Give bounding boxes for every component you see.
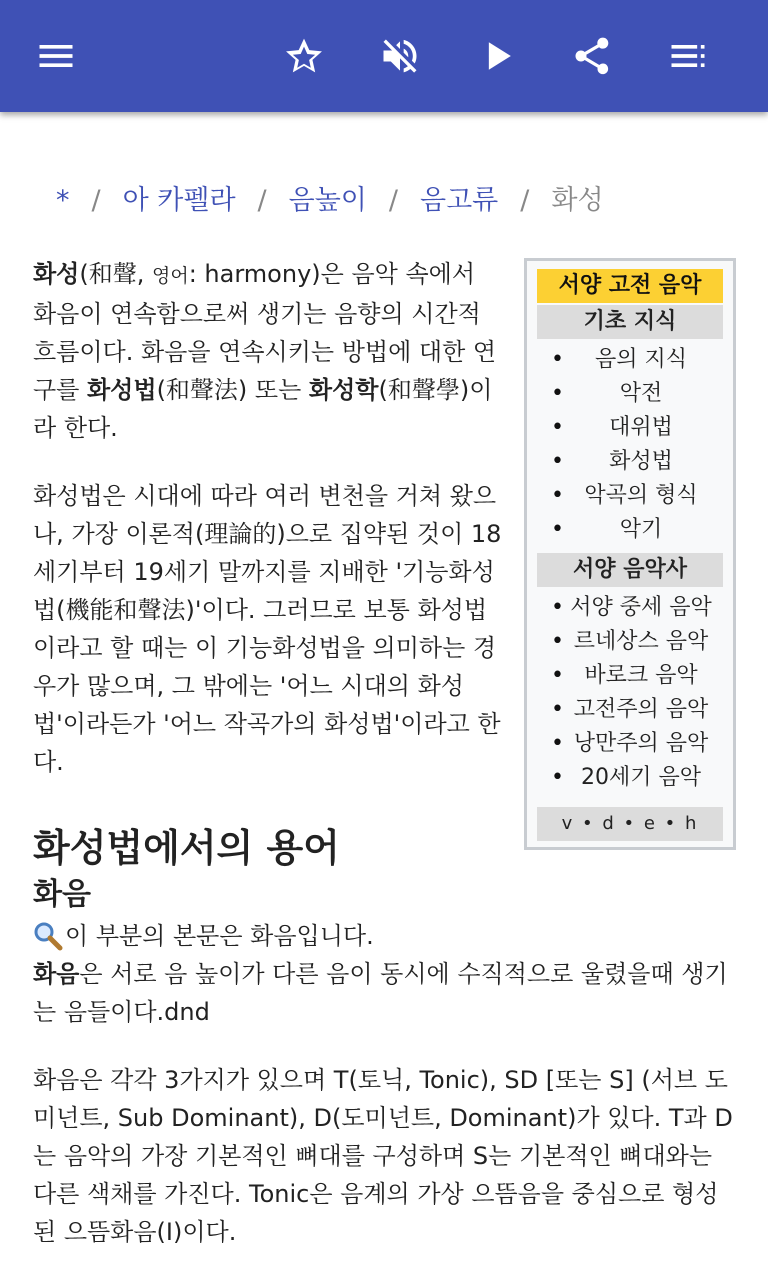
infobox-link[interactable]: • 20세기 음악 (537, 761, 723, 795)
main-article-note (33, 917, 738, 955)
infobox-link[interactable]: • 화성법 (537, 445, 723, 479)
breadcrumb-item-a-cappella[interactable]: 아 카펠라 (122, 185, 236, 216)
breadcrumb-current: 화성 (551, 185, 604, 216)
infobox-link[interactable]: • 악곡의 형식 (537, 479, 723, 513)
play-button[interactable] (470, 28, 526, 84)
menu-icon (34, 34, 78, 78)
infobox-link[interactable]: • 대위법 (537, 411, 723, 445)
breadcrumb (56, 178, 604, 217)
intro-text-2: (和聲法) 또는 (156, 376, 309, 404)
infobox-link[interactable]: • 고전주의 음악 (537, 693, 723, 727)
infobox-section-basics: 기초 지식 (537, 305, 723, 339)
intro-term-3: 화성학 (308, 376, 379, 404)
subsection-heading: 화음 (33, 877, 91, 912)
infobox-link[interactable]: • 서양 중세 음악 (537, 591, 723, 625)
breadcrumb-separator: / (91, 185, 101, 216)
favorite-button[interactable] (276, 28, 332, 84)
play-icon (476, 34, 520, 78)
breadcrumb-item-root[interactable]: * (56, 185, 70, 216)
intro-hanja: (和聲, (79, 260, 152, 288)
breadcrumb-item-pitch[interactable]: 음높이 (288, 185, 367, 216)
intro-term: 화성 (33, 260, 80, 288)
article-content (33, 255, 738, 1251)
chord-term: 화음 (33, 960, 80, 988)
infobox-link[interactable]: • 르네상스 음악 (537, 625, 723, 659)
breadcrumb-item-pitch-class[interactable]: 음고류 (420, 185, 499, 216)
intro-paragraph (33, 255, 503, 447)
infobox-section-history: 서양 음악사 (537, 553, 723, 587)
app-toolbar (0, 0, 768, 112)
chord-types-paragraph: 화음은 각각 3가지가 있으며 T(토닉, Tonic), SD [또는 S] (서브 도미넌트, Sub Dominant), D(도미넌트, Dominant)가 있다. T과 D는 음악의 가장 기본적인 뼈대를 구성하며 S는 기본적인 뼈대와는 다른 색채를 가진다. Tonic은 음계의 가상 으뜸음을 중심으로 형성된 으뜸화음(I)이다. (33, 1066, 733, 1246)
history-paragraph: 화성법은 시대에 따라 여러 변천을 거쳐 왔으나, 가장 이론적(理論的)으로 집약된 것이 18세기부터 19세기 말까지를 지배한 '기능화성법(機能和聲法)'이다. 그러므로 보통 화성법이라고 할 때는 이 기능화성법을 의미하는 경우가 많으며, 그 밖에는 '어느 시대의 화성법'이라든가 '어느 작곡가의 화성법'이라고 한다. (33, 482, 502, 776)
infobox-navbar[interactable]: v • d • e • h (537, 807, 723, 841)
section-heading: 화성법에서의 용어 (33, 826, 340, 870)
intro-text-1: : harmony)은 음악 속에서 화음이 연속함으로써 생기는 음향의 시간적 흐름이다. 화음을 연속시키는 방법에 대한 연구를 (33, 260, 497, 404)
infobox-header[interactable]: 서양 고전 음악 (537, 269, 723, 303)
infobox-link[interactable]: • 바로크 음악 (537, 659, 723, 693)
chord-definition-text: 은 서로 음 높이가 다른 음이 동시에 수직적으로 울렸을때 생기는 음들이다.dnd (33, 960, 728, 1026)
share-icon (570, 34, 614, 78)
contents-button[interactable] (660, 28, 716, 84)
breadcrumb-separator: / (520, 185, 530, 216)
breadcrumb-separator: / (388, 185, 398, 216)
intro-term-2: 화성법 (87, 376, 157, 404)
breadcrumb-separator: / (257, 185, 267, 216)
infobox-link[interactable]: • 악기 (537, 513, 723, 547)
magnifier-icon (33, 921, 63, 951)
star-icon (282, 34, 326, 78)
note-text[interactable]: 이 부분의 본문은 화음입니다. (65, 922, 374, 950)
intro-text-3: (和聲學)이라 한다. (33, 376, 493, 442)
share-button[interactable] (564, 28, 620, 84)
lang-label: 영어 (152, 265, 189, 287)
chord-definition (33, 955, 738, 1031)
mute-button[interactable] (372, 28, 428, 84)
list-icon (666, 34, 710, 78)
infobox-link[interactable]: • 악전 (537, 377, 723, 411)
volume-off-icon (378, 34, 422, 78)
infobox-link[interactable]: • 음의 지식 (537, 343, 723, 377)
infobox-link[interactable]: • 낭만주의 음악 (537, 727, 723, 761)
menu-button[interactable] (28, 28, 84, 84)
